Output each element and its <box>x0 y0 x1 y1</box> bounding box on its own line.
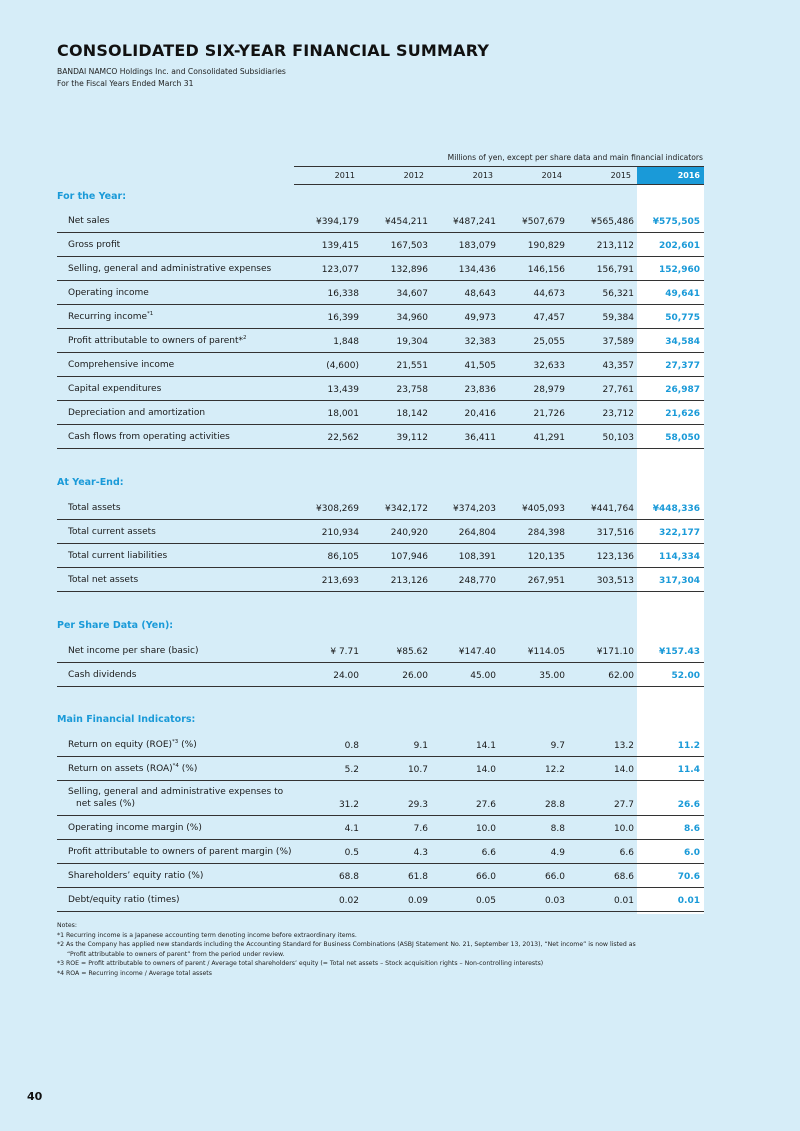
cell-2011: ¥394,179 <box>316 217 359 227</box>
cell-2014: ¥405,093 <box>522 504 565 514</box>
cell-2015: 6.6 <box>619 848 634 858</box>
row-label <box>68 287 149 299</box>
row-label <box>68 736 197 751</box>
cell-2013: 20,416 <box>464 409 496 419</box>
cell-2015: 317,516 <box>596 528 634 538</box>
cell-2015: 13.2 <box>613 741 634 751</box>
note-2: *2 As the Company has applied new standards including the Accounting Standard for Business Combinations (ASBJ Statement No. 21, September 13, 2013), “Net income” is now listed as <box>57 941 636 949</box>
page-title: CONSOLIDATED SIX-YEAR FINANCIAL SUMMARY <box>57 41 490 60</box>
page-number: 40 <box>27 1090 43 1103</box>
table-row <box>57 519 704 544</box>
cell-2012: 7.6 <box>413 824 428 834</box>
table-row <box>57 662 704 687</box>
row-label <box>68 359 174 371</box>
row-label-text: Shareholders’ equity ratio (%) <box>68 871 204 881</box>
table-row <box>57 208 704 233</box>
period-subtitle: For the Fiscal Years Ended March 31 <box>57 79 194 88</box>
cell-2011: 18,001 <box>327 409 359 419</box>
cell-2016: 26,987 <box>665 385 700 395</box>
table-row <box>57 495 704 520</box>
cell-2011: 0.02 <box>338 896 359 906</box>
cell-2016: 21,626 <box>665 409 700 419</box>
cell-2014: 28.8 <box>544 800 565 810</box>
row-label <box>68 574 138 586</box>
row-label <box>68 308 153 323</box>
note-3: *3 ROE = Profit attributable to owners of parent / Average total shareholders’ equity (= Total net assets – Stock acquisition rights – Non-controlling interests) <box>57 960 544 968</box>
table-row <box>57 863 704 888</box>
cell-2016: 11.4 <box>677 765 700 775</box>
row-label-text: Total net assets <box>68 575 139 585</box>
row-label-text: Return on equity (ROE) <box>68 740 173 750</box>
row-label <box>68 870 203 882</box>
row-label-text: Cash dividends <box>68 670 137 680</box>
cell-2012: 10.7 <box>407 765 428 775</box>
cell-2015: 68.6 <box>613 872 634 882</box>
cell-2011: 5.2 <box>344 765 359 775</box>
cell-2014: 28,979 <box>533 385 565 395</box>
cell-2013: 66.0 <box>475 872 496 882</box>
cell-2015: ¥441,764 <box>591 504 634 514</box>
row-label-text: Comprehensive income <box>68 360 175 370</box>
cell-2016: 27,377 <box>665 361 700 371</box>
cell-2015: 156,791 <box>596 265 634 275</box>
table-row <box>57 376 704 401</box>
cell-2013: 0.05 <box>475 896 496 906</box>
cell-2015: 10.0 <box>613 824 634 834</box>
row-label <box>68 894 180 906</box>
cell-2016: 322,177 <box>659 528 700 538</box>
cell-2011: (4,600) <box>326 361 359 371</box>
cell-2016: 34,584 <box>665 337 700 347</box>
cell-2014: ¥114.05 <box>527 647 565 657</box>
row-label-text: Profit attributable to owners of parent* <box>68 336 243 346</box>
row-label <box>68 786 283 810</box>
unit-note: Millions of yen, except per share data and main financial indicators <box>447 153 703 162</box>
cell-2014: 25,055 <box>533 337 565 347</box>
cell-2011: 210,934 <box>321 528 359 538</box>
table-row <box>57 352 704 377</box>
row-label-text: Return on assets (ROA) <box>68 764 173 774</box>
row-label <box>68 822 202 834</box>
cell-2015: 37,589 <box>602 337 634 347</box>
table-row <box>57 256 704 281</box>
notes-heading: Notes: <box>57 922 77 929</box>
cell-2013: 41,505 <box>464 361 496 371</box>
cell-2011: ¥ 7.71 <box>330 647 359 657</box>
row-label <box>68 215 110 227</box>
footnote-marker: *4 <box>172 763 179 769</box>
cell-2016: 11.2 <box>677 741 700 751</box>
table-row <box>57 756 704 781</box>
cell-2012: ¥85.62 <box>396 647 428 657</box>
cell-2012: 29.3 <box>407 800 428 810</box>
cell-2016: 317,304 <box>659 576 700 586</box>
cell-2016: ¥157.43 <box>659 647 700 657</box>
cell-2015: ¥171.10 <box>596 647 634 657</box>
cell-2015: 50,103 <box>602 433 634 443</box>
cell-2011: 13,439 <box>327 385 359 395</box>
cell-2016: 49,641 <box>665 289 700 299</box>
cell-2016: 52.00 <box>671 671 700 681</box>
row-label <box>68 526 156 538</box>
cell-2013: 264,804 <box>458 528 496 538</box>
section-heading: Main Financial Indicators: <box>57 714 196 725</box>
cell-2012: 0.09 <box>407 896 428 906</box>
cell-2016: 26.6 <box>677 800 700 810</box>
cell-2011: 22,562 <box>327 433 359 443</box>
cell-2015: 43,357 <box>602 361 634 371</box>
year-header-2013: 2013 <box>472 171 493 180</box>
cell-2013: 183,079 <box>458 241 496 251</box>
cell-2013: 32,383 <box>464 337 496 347</box>
cell-2014: 0.03 <box>544 896 565 906</box>
cell-2014: 267,951 <box>527 576 565 586</box>
row-label <box>68 263 271 275</box>
cell-2014: 4.9 <box>550 848 565 858</box>
table-row <box>57 543 704 568</box>
row-label-suffix: (%) <box>178 764 198 774</box>
cell-2011: 16,399 <box>327 313 359 323</box>
row-label-continuation: net sales (%) <box>76 799 135 809</box>
cell-2014: 21,726 <box>533 409 565 419</box>
cell-2011: 68.8 <box>338 872 359 882</box>
section-heading: At Year-End: <box>57 477 124 488</box>
cell-2014: 120,135 <box>527 552 565 562</box>
cell-2011: 0.5 <box>344 848 359 858</box>
table-row <box>57 280 704 305</box>
cell-2012: 19,304 <box>396 337 428 347</box>
note-2-cont: “Profit attributable to owners of parent” from the period under review. <box>67 950 285 958</box>
row-label <box>68 846 292 858</box>
cell-2013: 108,391 <box>458 552 496 562</box>
cell-2014: 146,156 <box>527 265 565 275</box>
row-label-text: Debt/equity ratio (times) <box>68 895 180 905</box>
cell-2014: 32,633 <box>533 361 565 371</box>
cell-2014: ¥507,679 <box>522 217 565 227</box>
cell-2011: 86,105 <box>327 552 359 562</box>
row-label <box>68 239 120 251</box>
row-label-text: Selling, general and administrative expenses to <box>68 787 284 797</box>
cell-2013: 23,836 <box>464 385 496 395</box>
cell-2013: 10.0 <box>475 824 496 834</box>
note-1: *1 Recurring income is a Japanese accounting term denoting income before extraordinary items. <box>57 931 357 939</box>
table-row <box>57 424 704 449</box>
cell-2016: 58,050 <box>665 433 700 443</box>
cell-2015: 0.01 <box>613 896 634 906</box>
cell-2011: 139,415 <box>321 241 359 251</box>
cell-2012: 240,920 <box>390 528 428 538</box>
cell-2016: 8.6 <box>684 824 700 834</box>
cell-2011: 0.8 <box>344 741 359 751</box>
cell-2016: 114,334 <box>659 552 700 562</box>
cell-2011: ¥308,269 <box>316 504 359 514</box>
cell-2015: 27.7 <box>613 800 634 810</box>
cell-2011: 213,693 <box>321 576 359 586</box>
cell-2012: 4.3 <box>413 848 428 858</box>
year-header-2016: 2016 <box>637 167 704 184</box>
cell-2012: ¥342,172 <box>385 504 428 514</box>
cell-2015: 27,761 <box>602 385 634 395</box>
row-label-text: Gross profit <box>68 240 121 250</box>
row-label-suffix: (%) <box>178 740 197 750</box>
cell-2014: 66.0 <box>544 872 565 882</box>
company-subtitle: BANDAI NAMCO Holdings Inc. and Consolidated Subsidiaries <box>57 67 286 76</box>
row-label-text: Selling, general and administrative expenses <box>68 264 272 274</box>
table-row <box>57 780 704 816</box>
cell-2014: 35.00 <box>539 671 565 681</box>
cell-2016: 70.6 <box>677 872 700 882</box>
cell-2013: 45.00 <box>470 671 496 681</box>
cell-2012: ¥454,211 <box>385 217 428 227</box>
row-label-text: Net income per share (basic) <box>68 646 199 656</box>
row-label <box>68 645 199 657</box>
cell-2015: 23,712 <box>602 409 634 419</box>
cell-2015: 62.00 <box>608 671 634 681</box>
cell-2014: 8.8 <box>550 824 565 834</box>
row-label-text: Net sales <box>68 216 110 226</box>
row-label-text: Operating income margin (%) <box>68 823 202 833</box>
cell-2015: ¥565,486 <box>591 217 634 227</box>
cell-2015: 303,513 <box>596 576 634 586</box>
cell-2013: ¥147.40 <box>458 647 496 657</box>
cell-2012: 167,503 <box>390 241 428 251</box>
cell-2015: 56,321 <box>602 289 634 299</box>
row-label-text: Recurring income <box>68 312 148 322</box>
note-4: *4 ROA = Recurring income / Average total assets <box>57 969 212 977</box>
cell-2016: 0.01 <box>677 896 700 906</box>
cell-2012: 9.1 <box>413 741 428 751</box>
cell-2011: 31.2 <box>338 800 359 810</box>
section-heading: Per Share Data (Yen): <box>57 620 174 631</box>
cell-2012: 107,946 <box>390 552 428 562</box>
cell-2011: 24.00 <box>333 671 359 681</box>
cell-2011: 123,077 <box>321 265 359 275</box>
cell-2013: 248,770 <box>458 576 496 586</box>
row-label-text: Profit attributable to owners of parent margin (%) <box>68 847 292 857</box>
table-row <box>57 400 704 425</box>
row-label <box>68 550 167 562</box>
table-row <box>57 839 704 864</box>
cell-2012: 26.00 <box>402 671 428 681</box>
cell-2016: 152,960 <box>659 265 700 275</box>
row-label-text: Total assets <box>68 503 121 513</box>
cell-2012: 21,551 <box>396 361 428 371</box>
table-row <box>57 304 704 329</box>
cell-2013: ¥374,203 <box>453 504 496 514</box>
cell-2012: 132,896 <box>390 265 428 275</box>
cell-2015: 14.0 <box>613 765 634 775</box>
cell-2015: 59,384 <box>602 313 634 323</box>
row-label-text: Operating income <box>68 288 149 298</box>
cell-2014: 47,457 <box>533 313 565 323</box>
cell-2015: 213,112 <box>596 241 634 251</box>
cell-2016: 6.0 <box>684 848 700 858</box>
cell-2014: 284,398 <box>527 528 565 538</box>
cell-2012: 61.8 <box>407 872 428 882</box>
cell-2013: 14.0 <box>475 765 496 775</box>
cell-2014: 41,291 <box>533 433 565 443</box>
cell-2016: 202,601 <box>659 241 700 251</box>
cell-2012: 23,758 <box>396 385 428 395</box>
table-row <box>57 815 704 840</box>
row-label <box>68 669 136 681</box>
cell-2011: 4.1 <box>344 824 359 834</box>
table-row <box>57 887 704 912</box>
year-header-2014: 2014 <box>541 171 562 180</box>
cell-2013: 14.1 <box>475 741 496 751</box>
cell-2011: 16,338 <box>327 289 359 299</box>
cell-2013: 134,436 <box>458 265 496 275</box>
row-label-text: Total current liabilities <box>68 551 168 561</box>
cell-2014: 190,829 <box>527 241 565 251</box>
year-header-2015: 2015 <box>610 171 631 180</box>
row-label-text: Total current assets <box>68 527 156 537</box>
cell-2014: 44,673 <box>533 289 565 299</box>
cell-2012: 213,126 <box>390 576 428 586</box>
cell-2016: ¥448,336 <box>652 504 700 514</box>
cell-2012: 34,960 <box>396 313 428 323</box>
cell-2014: 9.7 <box>550 741 565 751</box>
cell-2013: 6.6 <box>481 848 496 858</box>
cell-2012: 34,607 <box>396 289 428 299</box>
row-label <box>68 332 246 347</box>
cell-2015: 123,136 <box>596 552 634 562</box>
cell-2016: ¥575,505 <box>652 217 700 227</box>
row-label <box>68 431 230 443</box>
table-row <box>57 567 704 592</box>
cell-2013: 36,411 <box>464 433 496 443</box>
footnote-marker: *3 <box>172 739 179 745</box>
cell-2016: 50,775 <box>665 313 700 323</box>
section-heading: For the Year: <box>57 191 127 202</box>
cell-2011: 1,848 <box>333 337 359 347</box>
row-label <box>68 760 197 775</box>
table-row <box>57 232 704 257</box>
year-header-row <box>294 167 704 185</box>
row-label-text: Capital expenditures <box>68 384 162 394</box>
cell-2013: 27.6 <box>475 800 496 810</box>
notes <box>57 921 697 979</box>
cell-2013: 48,643 <box>464 289 496 299</box>
table-row <box>57 638 704 663</box>
cell-2013: 49,973 <box>464 313 496 323</box>
cell-2012: 39,112 <box>396 433 428 443</box>
cell-2012: 18,142 <box>396 409 428 419</box>
year-header-2011: 2011 <box>334 171 355 180</box>
cell-2014: 12.2 <box>544 765 565 775</box>
cell-2013: ¥487,241 <box>453 217 496 227</box>
row-label-text: Cash flows from operating activities <box>68 432 230 442</box>
footnote-marker: *1 <box>147 311 154 317</box>
footnote-marker: 2 <box>242 335 247 341</box>
row-label-text: Depreciation and amortization <box>68 408 206 418</box>
row-label <box>68 407 205 419</box>
row-label <box>68 383 161 395</box>
table-row <box>57 732 704 757</box>
table-row <box>57 328 704 353</box>
year-header-2012: 2012 <box>403 171 424 180</box>
row-label <box>68 502 121 514</box>
